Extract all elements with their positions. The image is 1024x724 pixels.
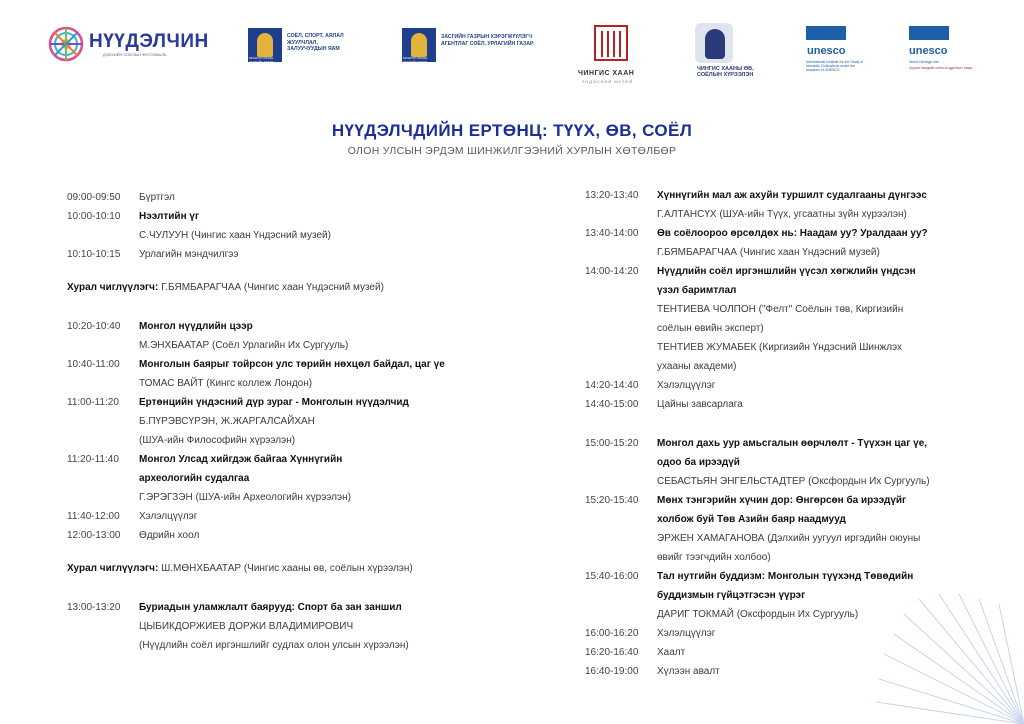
agency-government-label: МОНГОЛ УЛСЫН ЗАСГИЙН ГАЗАР bbox=[403, 56, 428, 64]
session-time: 14:00-14:20 bbox=[585, 266, 639, 277]
chairperson-line bbox=[67, 278, 537, 297]
session-title-cont: буддизмын гүйцэтгэсэн үүрэг bbox=[657, 590, 806, 601]
museum-name: ЧИНГИС ХААН bbox=[578, 70, 635, 77]
unesco-institute-caption: International Institute for the Study of Nomadic Civilizations under the auspices of UNESCO bbox=[806, 60, 864, 73]
session-speaker: ЭРЖЕН ХАМАГАНОВА (Дэлхийн уугуул иргэдийн оюуны bbox=[657, 533, 921, 544]
page-subtitle: ОЛОН УЛСЫН ЭРДЭМ ШИНЖИЛГЭЭНИЙ ХУРЛЫН ХӨТӨЛБӨР bbox=[347, 145, 677, 157]
session-time: 11:20-11:40 bbox=[67, 454, 119, 465]
program-left-column bbox=[67, 188, 537, 655]
program-row bbox=[67, 598, 537, 655]
program-row bbox=[67, 355, 537, 393]
session-time: 11:00-11:20 bbox=[67, 397, 119, 408]
unesco-wordmark: unesco bbox=[807, 45, 846, 57]
session-title: Хаалт bbox=[657, 647, 686, 658]
session-title: Монгол Улсад хийгдэж байгаа Хүннүгийн bbox=[139, 454, 343, 465]
unesco-temple-icon bbox=[909, 26, 949, 40]
nuudelchin-tagline: ДЭЛХИЙН СОЁЛЫН ФЕСТИВАЛЬ bbox=[103, 52, 167, 57]
session-time: 16:20-16:40 bbox=[585, 647, 639, 658]
session-speaker: Б.ПҮРЭВСҮРЭН, Ж.ЖАРГАЛСАЙХАН bbox=[139, 416, 315, 427]
session-speaker: ТОМАС ВАЙТ (Кингс коллеж Лондон) bbox=[139, 378, 313, 389]
session-title: Ертөнцийн үндэсний дүр зураг - Монголын нүүдэлчид bbox=[139, 397, 409, 408]
session-time: 13:00-13:20 bbox=[67, 602, 121, 613]
session-speaker: М.ЭНХБААТАР (Соёл Урлагийн Их Сургууль) bbox=[139, 340, 349, 351]
session-time: 14:40-15:00 bbox=[585, 399, 639, 410]
session-time: 09:00-09:50 bbox=[67, 192, 121, 203]
session-title: Өв соёлоороо өрсөлдөх нь: Наадам уу? Уралдаан уу? bbox=[657, 228, 928, 239]
program-row bbox=[585, 491, 975, 567]
ministry-government-label: МОНГОЛ УЛСЫН ЗАСГИЙН ГАЗАР bbox=[249, 56, 274, 64]
session-title: Цайны завсарлага bbox=[657, 399, 743, 410]
chairperson-label: Хурал чиглүүлэгч: bbox=[67, 563, 159, 574]
session-time: 16:00-16:20 bbox=[585, 628, 639, 639]
session-speaker: Г.АЛТАНСҮХ (ШУА-ийн Түүх, угсаатны зүйн хүрээлэн) bbox=[657, 209, 907, 220]
nuudelchin-wordmark: НҮҮДЭЛЧИН bbox=[89, 31, 209, 52]
session-speaker-affiliation: ухааны академи) bbox=[657, 361, 737, 372]
program-row bbox=[67, 317, 537, 355]
logo-strip bbox=[0, 0, 1024, 100]
chairperson-name: Ш.МӨНХБААТАР (Чингис хааны өв, соёлын хүрээлэн) bbox=[161, 563, 413, 574]
decorative-rays-icon bbox=[874, 594, 1024, 724]
session-title: Монгол дахь уур амьсгалын өөрчлөлт - Түүхэн цаг үе, bbox=[657, 438, 928, 449]
program-row bbox=[67, 393, 537, 450]
session-title: Тал нутгийн буддизм: Монголын түүхэнд Төвөдийн bbox=[657, 571, 914, 582]
session-time: 11:40-12:00 bbox=[67, 511, 120, 522]
world-heritage-caption: World Heritage site bbox=[909, 60, 939, 64]
session-title: Монголын баярыг тойрсон улс төрийн нөхцөл байдал, цаг үе bbox=[139, 359, 445, 370]
session-title: Буриадын уламжлалт баярууд: Спорт ба зан заншил bbox=[139, 602, 402, 613]
program-row bbox=[67, 526, 537, 545]
chairperson-name: Г.БЯМБАРАГЧАА (Чингис хаан Үндэсний музей) bbox=[161, 282, 384, 293]
session-title: Нүүдлийн соёл иргэншлийн үүсэл хөгжлийн үндсэн bbox=[657, 266, 916, 277]
session-speaker: Г.ЭРЭГЗЭН (ШУА-ийн Археологийн хүрээлэн) bbox=[139, 492, 351, 503]
session-time: 10:20-10:40 bbox=[67, 321, 121, 332]
session-time: 10:10-10:15 bbox=[67, 249, 121, 260]
session-time: 10:00-10:10 bbox=[67, 211, 121, 222]
session-title: Хүннүгийн мал аж ахуйн туршилт судалгааны дүнгээс bbox=[657, 190, 927, 201]
session-time: 15:00-15:20 bbox=[585, 438, 639, 449]
chairperson-line bbox=[67, 559, 537, 578]
session-time: 13:20-13:40 bbox=[585, 190, 639, 201]
program-row bbox=[67, 245, 537, 264]
heritage-site-caption: Хурган хөндийн соёлын дурсгалт газар bbox=[909, 66, 973, 70]
session-speaker-affiliation: соёлын өвийн эксперт) bbox=[657, 323, 764, 334]
heritage-institute-name: ЧИНГИС ХААНЫ ӨВ, СОЁЛЫН ХҮРЭЭЛЭН bbox=[697, 66, 754, 78]
program-row bbox=[585, 262, 975, 376]
page-title: НҮҮДЭЛЧДИЙН ЕРТӨНЦ: ТҮҮХ, ӨВ, СОЁЛ bbox=[331, 121, 693, 140]
session-speaker: Г.БЯМБАРАГЧАА (Чингис хаан Үндэсний музей) bbox=[657, 247, 880, 258]
festival-wheel-icon bbox=[48, 26, 84, 62]
agency-name: ЗАСГИЙН ГАЗРЫН ХЭРЭГЖҮҮЛЭГЧ АГЕНТЛАГ СОЁЛ, УРЛАГИЙН ГАЗАР bbox=[441, 34, 534, 47]
session-speaker: СЕБАСТЬЯН ЭНГЕЛЬСТАДТЕР (Оксфордын Их Сургууль) bbox=[657, 476, 930, 487]
session-title: Бүртгэл bbox=[139, 192, 175, 203]
session-time: 10:40-11:00 bbox=[67, 359, 120, 370]
session-title: Монгол нүүдлийн цээр bbox=[139, 321, 253, 332]
session-time: 15:40-16:00 bbox=[585, 571, 639, 582]
session-title-cont: холбож буй Төв Азийн баяр наадмууд bbox=[657, 514, 846, 525]
session-speaker: ТЕНТИЕВ ЖУМАБЕК (Киргизийн Үндэсний Шинжлэх bbox=[657, 342, 903, 353]
museum-seal-icon bbox=[594, 25, 628, 61]
session-title: Хүлээн авалт bbox=[657, 666, 720, 677]
session-speaker: ДАРИГ ТОКМАЙ (Оксфордын Их Сургууль) bbox=[657, 609, 859, 620]
unesco-wordmark: unesco bbox=[909, 45, 948, 57]
session-speaker-affiliation: өвийг тээгчдийн холбоо) bbox=[657, 552, 771, 563]
program-row bbox=[585, 224, 975, 262]
session-speaker-affiliation: (ШУА-ийн Философийн хүрээлэн) bbox=[139, 435, 296, 446]
ministry-name: СОЁЛ, СПОРТ, АЯЛАЛ ЖУУЛЧЛАЛ, ЗАЛУУЧУУДЫН ЯАМ bbox=[287, 33, 344, 52]
session-title-cont: үзэл баримтлал bbox=[657, 285, 737, 296]
session-time: 12:00-13:00 bbox=[67, 530, 121, 541]
session-title: Өдрийн хоол bbox=[139, 530, 200, 541]
program-row bbox=[67, 207, 537, 245]
chinggis-portrait-icon bbox=[695, 23, 733, 63]
session-title: Мөнх тэнгэрийн хүчин дор: Өнгөрсөн ба ирээдүйг bbox=[657, 495, 907, 506]
program-row bbox=[585, 186, 975, 224]
session-speaker: ЦЫБИКДОРЖИЕВ ДОРЖИ ВЛАДИМИРОВИЧ bbox=[139, 621, 354, 632]
session-time: 16:40-19:00 bbox=[585, 666, 639, 677]
session-speaker: С.ЧУЛУУН (Чингис хаан Үндэсний музей) bbox=[139, 230, 331, 241]
program-row bbox=[585, 395, 975, 414]
session-title: Хэлэлцүүлэг bbox=[657, 628, 716, 639]
program-row bbox=[585, 434, 975, 491]
session-time: 13:40-14:00 bbox=[585, 228, 639, 239]
session-title-cont: одоо ба ирээдүй bbox=[657, 457, 740, 468]
program-row bbox=[67, 507, 537, 526]
session-speaker: ТЕНТИЕВА ЧОЛПОН ("Фелт" Соёлын төв, Киргизийн bbox=[657, 304, 904, 315]
museum-subtitle: ҮНДЭСНИЙ МУЗЕЙ bbox=[582, 79, 634, 84]
program-row bbox=[67, 188, 537, 207]
chairperson-label: Хурал чиглүүлэгч: bbox=[67, 282, 159, 293]
session-title: Хэлэлцүүлэг bbox=[139, 511, 198, 522]
session-speaker-affiliation: (Нүүдлийн соёл иргэншлийг судлах олон улсын хүрээлэн) bbox=[139, 640, 409, 651]
session-title: Хэлэлцүүлэг bbox=[657, 380, 716, 391]
session-title-cont: археологийн судалгаа bbox=[139, 473, 250, 484]
program-row bbox=[585, 376, 975, 395]
program-row bbox=[67, 450, 537, 507]
unesco-temple-icon bbox=[806, 26, 846, 40]
session-title: Урлагийн мэндчилгээ bbox=[139, 249, 239, 260]
session-title: Нээлтийн үг bbox=[139, 211, 200, 222]
session-time: 15:20-15:40 bbox=[585, 495, 639, 506]
session-time: 14:20-14:40 bbox=[585, 380, 639, 391]
